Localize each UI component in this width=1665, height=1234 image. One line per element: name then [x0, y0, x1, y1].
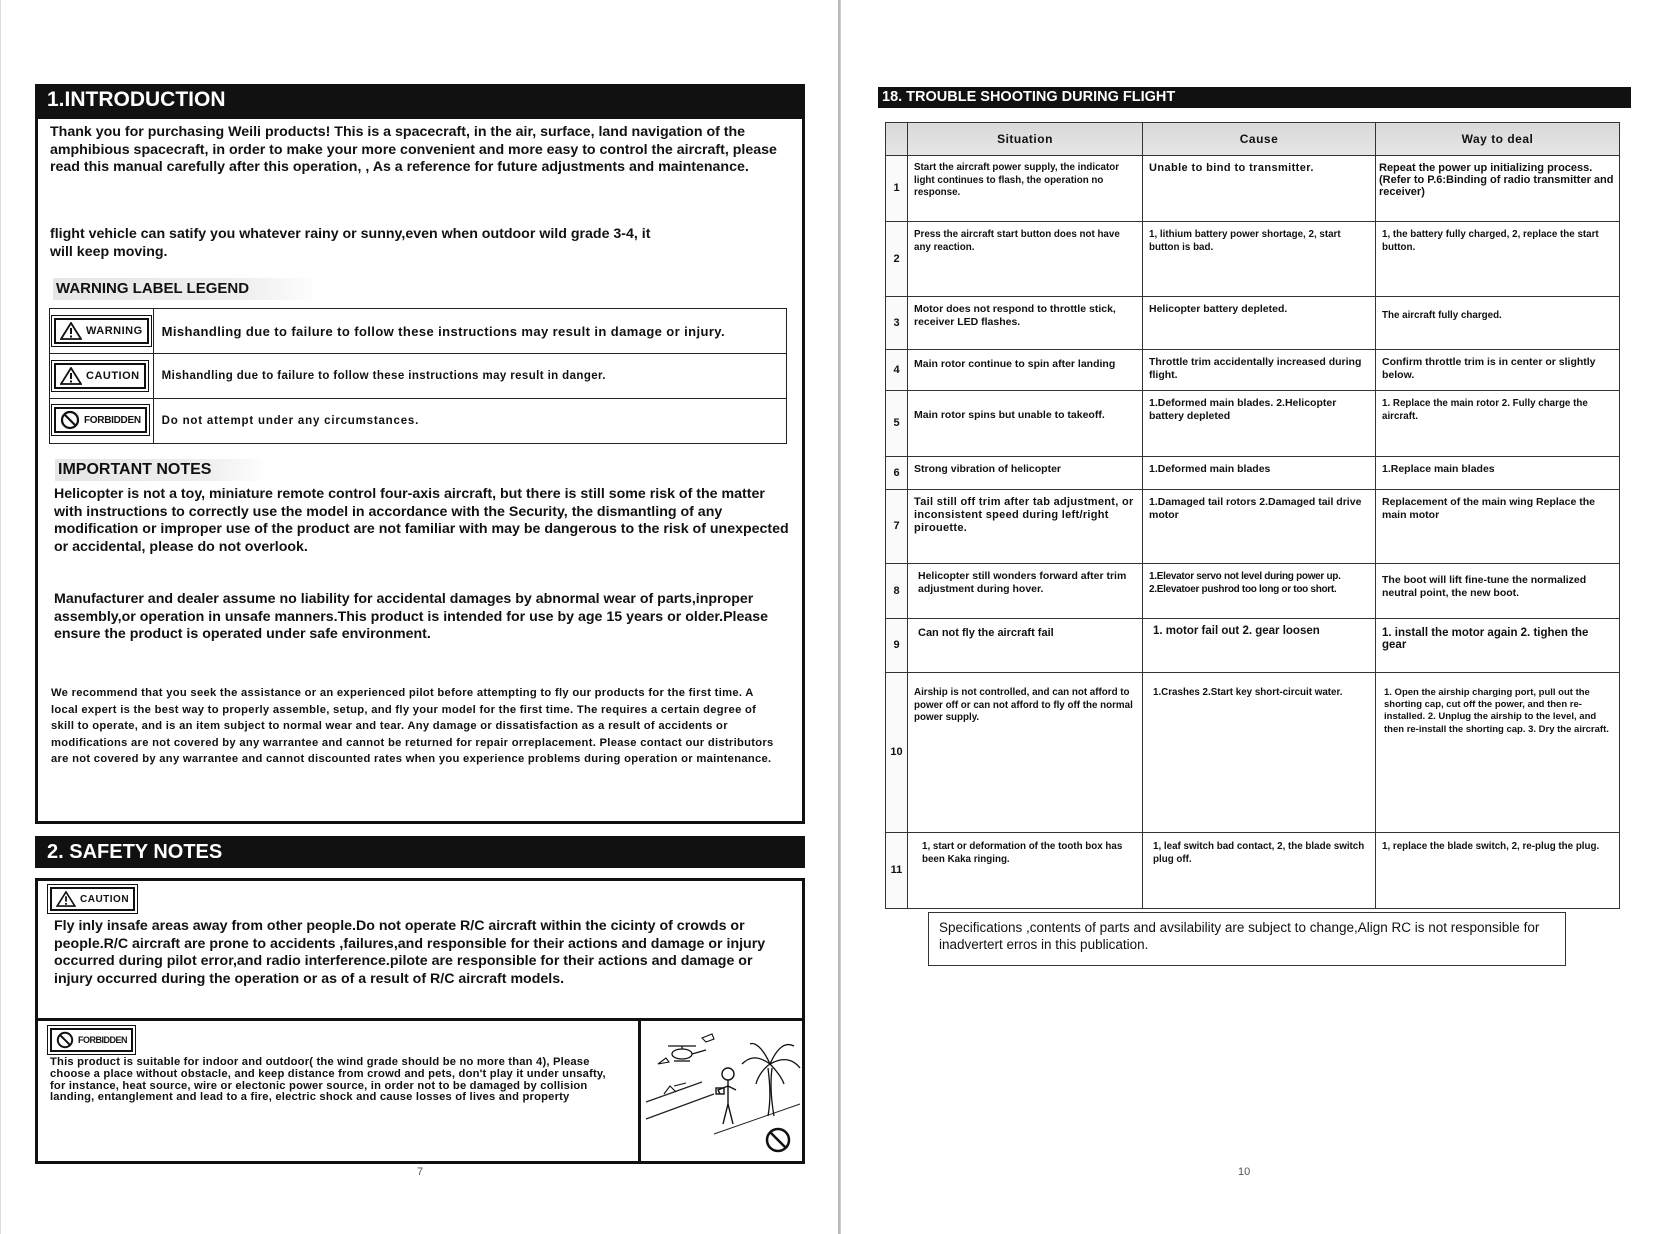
specifications-note: Specifications ,contents of parts and avsilability are subject to change,Align RC is not responsible for inadvertert erros in this publication.	[928, 912, 1566, 966]
situation-cell: Airship is not controlled, and can not afford to power off or can not afford to fly off the normal power supply.	[908, 673, 1143, 833]
safety-caution-badge-wrap	[50, 887, 135, 912]
important-notes-paragraph: Helicopter is not a toy, miniature remote control four-axis aircraft, but there is still some risk of the matter with instructions to correctly use the model in accordance with the Security, the dismantling of any modification or improper use of the product are not familiar with may be dangerous to the risk of unexpected or accidental, please do not overlook.	[54, 486, 789, 555]
recommendation-paragraph: We recommend that you seek the assistance or an experienced pilot before attempting to fly our products for the first time. A local expert is the best way to properly assemble, setup, and fly your model for the first time. The requires a certain degree of skill to operate, and is an item subject to normal wear and tear. Any damage or dissatisfaction as a result of accidents or modifications are not covered by any warrantee and cannot be returned for repair orreplacement. Please contact our distributors are not covered by any warrantee and cannot discounted rates when you experience problems during operation or maintenance.	[51, 687, 774, 765]
safety-forbidden-badge-wrap	[50, 1028, 133, 1054]
row-number: 5	[886, 391, 908, 457]
legend-text-forbidden: Do not attempt under any circumstances.	[153, 399, 786, 444]
legend-row-warning	[50, 309, 787, 354]
situation-cell: Press the aircraft start button does not have any reaction.	[908, 222, 1143, 297]
table-header-row	[886, 123, 1620, 156]
situation-cell: Start the aircraft power supply, the indicator light continues to flash, the operation no response.	[908, 156, 1143, 222]
troubleshooting-heading: 18. TROUBLE SHOOTING DURING FLIGHT	[878, 87, 1631, 108]
row-number: 10	[886, 673, 908, 833]
cause-cell: Helicopter battery depleted.	[1143, 297, 1376, 350]
deal-cell: 1.Replace main blades	[1376, 457, 1620, 490]
situation-cell: Motor does not respond to throttle stick, receiver LED flashes.	[908, 297, 1143, 350]
deal-cell: 1. install the motor again 2. tighen the gear	[1376, 619, 1620, 673]
intro-weather-paragraph: flight vehicle can satify you whatever rainy or sunny,even when outdoor wild grade 3-4, it will keep moving.	[50, 226, 651, 260]
deal-cell: 1, the battery fully charged, 2, replace the start button.	[1376, 222, 1620, 297]
cause-cell: 1.Deformed main blades	[1143, 457, 1376, 490]
right-page-number: 10	[1238, 1166, 1251, 1178]
situation-cell: 1, start or deformation of the tooth box has been Kaka ringing.	[908, 833, 1143, 909]
situation-cell: Can not fly the aircraft fail	[908, 619, 1143, 673]
safety-caution-badge	[50, 887, 135, 911]
table-row	[886, 564, 1620, 619]
cause-cell: 1.Crashes 2.Start key short-circuit water.	[1143, 673, 1376, 833]
table-row	[886, 457, 1620, 490]
safety-forbidden-badge-label: FORBIDDEN	[78, 1035, 127, 1045]
table-row	[886, 673, 1620, 833]
header-way-to-deal: Way to deal	[1376, 123, 1620, 156]
caution-triangle-icon	[60, 367, 82, 385]
important-notes-heading: IMPORTANT NOTES	[55, 459, 268, 481]
deal-cell: 1, replace the blade switch, 2, re-plug the plug.	[1376, 833, 1620, 909]
deal-cell: Replacement of the main wing Replace the main motor	[1376, 490, 1620, 564]
table-row	[886, 297, 1620, 350]
row-number: 2	[886, 222, 908, 297]
legend-text-warning: Mishandling due to failure to follow these instructions may result in damage or injury.	[153, 309, 786, 354]
row-number: 1	[886, 156, 908, 222]
safety-illustration	[644, 1024, 802, 1161]
legend-text-caution: Mishandling due to failure to follow these instructions may result in danger.	[153, 354, 786, 399]
introduction-heading: 1.INTRODUCTION	[35, 84, 805, 116]
warning-badge	[54, 318, 149, 344]
pilot-flying-illustration	[644, 1024, 802, 1161]
caution-badge	[54, 363, 146, 389]
cause-cell: Unable to bind to transmitter.	[1143, 156, 1376, 222]
row-number: 11	[886, 833, 908, 909]
deal-cell: Repeat the power up initializing process. (Refer to P.6:Binding of radio transmitter and receiver)	[1376, 156, 1620, 222]
liability-paragraph: Manufacturer and dealer assume no liability for accidental damages by abnormal wear of parts,inproper assembly,or operation in unsafe manners.This product is intended for use by age 15 years or older.Please ensure the product is operated under safe environment.	[54, 591, 769, 642]
row-number: 6	[886, 457, 908, 490]
table-row	[886, 156, 1620, 222]
cause-cell: 1.Damaged tail rotors 2.Damaged tail drive motor	[1143, 490, 1376, 564]
cause-cell: 1. motor fail out 2. gear loosen	[1143, 619, 1376, 673]
forbidden-circle-icon	[60, 410, 80, 430]
caution-triangle-icon	[56, 891, 76, 907]
caution-badge-label: CAUTION	[86, 369, 140, 382]
situation-cell: Main rotor continue to spin after landing	[908, 350, 1143, 391]
situation-cell: Helicopter still wonders forward after trim adjustment during hover.	[908, 564, 1143, 619]
table-row	[886, 350, 1620, 391]
forbidden-circle-icon	[56, 1031, 74, 1049]
row-number: 3	[886, 297, 908, 350]
safety-vertical-divider	[638, 1018, 641, 1164]
row-number: 4	[886, 350, 908, 391]
troubleshooting-table	[885, 122, 1620, 909]
warning-legend-table	[49, 308, 787, 444]
header-cause: Cause	[1143, 123, 1376, 156]
forbidden-circle-icon	[767, 1129, 789, 1151]
table-row	[886, 490, 1620, 564]
row-number: 8	[886, 564, 908, 619]
cause-cell: 1.Elevator servo not level during power up. 2.Elevatoer pushrod too long or too short.	[1143, 564, 1376, 619]
warning-legend-heading: WARNING LABEL LEGEND	[53, 278, 321, 300]
table-row	[886, 619, 1620, 673]
safety-caution-text: Fly inly insafe areas away from other people.Do not operate R/C aircraft within the cicinty of crowds or people.R/C aircraft are prone to accidents ,failures,and responsible for their actions and damage or injury occurred during pilot error,and radio interference.pilote are responsible for their actions and damage or injury occurred during the operation or as of a result of R/C aircraft models.	[54, 918, 766, 987]
table-row	[886, 391, 1620, 457]
safety-forbidden-badge	[50, 1028, 133, 1052]
safety-forbidden-text: This product is suitable for indoor and outdoor( the wind grade should be no more than 4), Please choose a place without obstacle, and keep distance from crowd and pets, don't play it under unsafty, for instance, heat source, wire or electonic power source, in order not to be damaged by collision landing, entanglement and lead to a fire, electric shock and cause losses of lives and property	[50, 1056, 606, 1104]
deal-cell: The boot will lift fine-tune the normalized neutral point, the new boot.	[1376, 564, 1620, 619]
forbidden-badge	[54, 407, 147, 433]
intro-paragraph: Thank you for purchasing Weili products! This is a spacecraft, in the air, surface, land navigation of the amphibious spacecraft, in order to make your more convenient and more easy to control the aircraft, please read this manual carefully after this operation, , As a reference for future adjustments and maintenance.	[50, 124, 777, 175]
cause-cell: 1, leaf switch bad contact, 2, the blade switch plug off.	[1143, 833, 1376, 909]
deal-cell: 1. Open the airship charging port, pull out the shorting cap, cut off the power, and then re-installed. 2. Unplug the airship to the level, and then re-install the shorting cap. 3. Dry the aircraft.	[1376, 673, 1620, 833]
situation-cell: Main rotor spins but unable to takeoff.	[908, 391, 1143, 457]
situation-cell: Tail still off trim after tab adjustment, or inconsistent speed during left/right pirouette.	[908, 490, 1143, 564]
safety-divider	[35, 1018, 805, 1021]
cause-cell: 1, lithium battery power shortage, 2, start button is bad.	[1143, 222, 1376, 297]
deal-cell: Confirm throttle trim is in center or slightly below.	[1376, 350, 1620, 391]
safety-notes-heading: 2. SAFETY NOTES	[35, 836, 805, 868]
table-row	[886, 833, 1620, 909]
header-situation: Situation	[908, 123, 1143, 156]
table-row	[886, 222, 1620, 297]
warning-triangle-icon	[60, 322, 82, 340]
warning-badge-label: WARNING	[86, 324, 143, 337]
deal-cell: The aircraft fully charged.	[1376, 297, 1620, 350]
legend-row-forbidden	[50, 399, 787, 444]
safety-caution-badge-label: CAUTION	[80, 893, 130, 905]
situation-cell: Strong vibration of helicopter	[908, 457, 1143, 490]
forbidden-badge-label: FORBIDDEN	[84, 414, 141, 426]
legend-row-caution	[50, 354, 787, 399]
row-number: 9	[886, 619, 908, 673]
deal-cell: 1. Replace the main rotor 2. Fully charge the aircraft.	[1376, 391, 1620, 457]
header-number	[886, 123, 908, 156]
cause-cell: Throttle trim accidentally increased during flight.	[1143, 350, 1376, 391]
cause-cell: 1.Deformed main blades. 2.Helicopter battery depleted	[1143, 391, 1376, 457]
row-number: 7	[886, 490, 908, 564]
left-page-number: 7	[417, 1166, 424, 1178]
